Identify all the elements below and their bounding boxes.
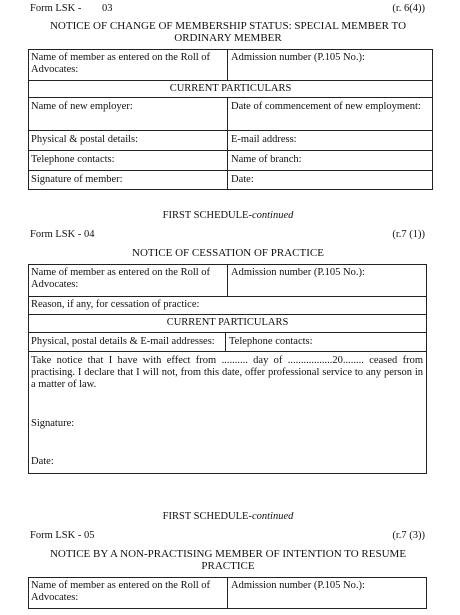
form03-rule: (r. 6(4)) [392, 3, 425, 14]
form05-admission-label: Admission number (P.105 No.): [231, 580, 365, 591]
form04-number: Form LSK - 04 [30, 229, 95, 240]
form03-current-particulars: CURRENT PARTICULARS [169, 83, 292, 94]
form03-new-employer: Name of new employer: [31, 101, 133, 112]
form04-notice-text: Take notice that I have with effect from .......... day of .................20........ ceased from practising. I declare that I will not, from this date, offer professional service to any person in a matter of law. [31, 355, 423, 390]
form05-rule: (r.7 (3)) [392, 530, 425, 541]
form03-telephone: Telephone contacts: [31, 154, 115, 165]
form04-physical-postal-email: Physical, postal details & E-mail addresses: [31, 336, 215, 347]
form04-date: Date: [31, 456, 54, 467]
form03-signature: Signature of member: [31, 174, 123, 185]
form04-current-particulars: CURRENT PARTICULARS [166, 317, 289, 328]
schedule-continued-1: FIRST SCHEDULE-continued [162, 210, 294, 221]
form04-name-label: Name of member as entered on the Roll of Advocates: [31, 267, 211, 290]
form03-date: Date: [231, 174, 254, 185]
form05-name-label: Name of member as entered on the Roll of Advocates: [31, 580, 211, 603]
form05-title-2: PRACTICE [201, 560, 255, 572]
form03-name-label: Name of member as entered on the Roll of Advocates: [31, 52, 211, 75]
form05-number: Form LSK - 05 [30, 530, 95, 541]
form04-telephone: Telephone contacts: [229, 336, 313, 347]
form04-title: NOTICE OF CESSATION OF PRACTICE [132, 247, 324, 259]
form04-admission-label: Admission number (P.105 No.): [231, 267, 365, 278]
form03-label: Form LSK - [30, 3, 82, 14]
form03-number [30, 3, 112, 15]
form03-branch: Name of branch: [231, 154, 302, 165]
form03-title-1: NOTICE OF CHANGE OF MEMBERSHIP STATUS: SPECIAL MEMBER TO [49, 20, 407, 32]
form03-physical-postal: Physical & postal details: [31, 134, 139, 145]
form04-rule: (r.7 (1)) [392, 229, 425, 240]
form04-reason: Reason, if any, for cessation of practice: [31, 299, 200, 310]
form03-admission-label: Admission number (P.105 No.): [231, 52, 365, 63]
form03-email: E-mail address: [231, 134, 297, 145]
form05-title-1: NOTICE BY A NON-PRACTISING MEMBER OF INTENTION TO RESUME [49, 548, 407, 560]
form04-signature: Signature: [31, 418, 75, 429]
form03-num: 03 [101, 3, 113, 14]
form03-title-2: ORDINARY MEMBER [174, 32, 282, 44]
form03-commencement: Date of commencement of new employment: [231, 101, 421, 112]
schedule-continued-2: FIRST SCHEDULE-continued [162, 511, 294, 522]
